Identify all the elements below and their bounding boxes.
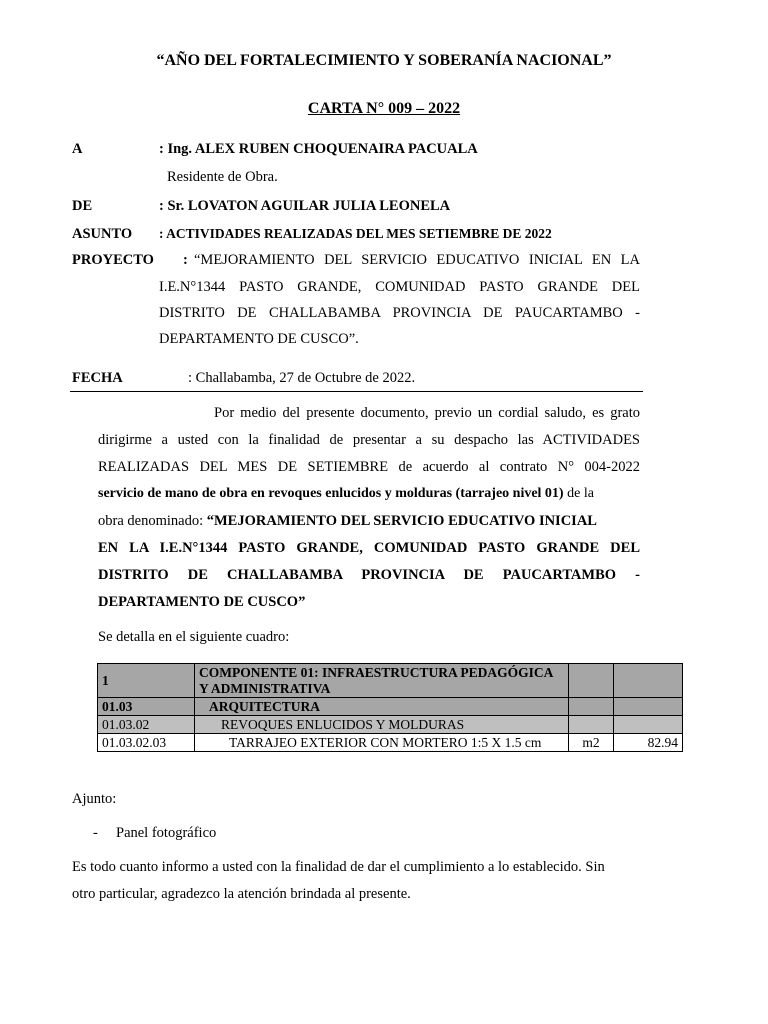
project-label: PROYECTO bbox=[72, 252, 154, 268]
from-label: DE bbox=[72, 198, 93, 214]
year-motto: “AÑO DEL FORTALECIMIENTO Y SOBERANÍA NACIONAL” bbox=[156, 52, 612, 69]
table-cell-code: 01.03.02.03 bbox=[98, 734, 195, 752]
subject-label: ASUNTO bbox=[72, 226, 133, 242]
body-line-5-bold: “MEJORAMIENTO DEL SERVICIO EDUCATIVO INICIAL bbox=[206, 513, 597, 529]
body-line-4-tail: de la bbox=[563, 486, 594, 501]
project-line-4: DEPARTAMENTO DE CUSCO”. bbox=[159, 331, 359, 347]
closing-line-1: Es todo cuanto informo a usted con la finalidad de dar el cumplimiento a lo establecido. Sin bbox=[72, 859, 605, 875]
body-line-1: Por medio del presente documento, previo un cordial saludo, es grato bbox=[214, 405, 640, 421]
table-cell-unit bbox=[569, 698, 614, 716]
attachment-bullet: - bbox=[93, 825, 98, 841]
table-cell-qty bbox=[614, 664, 683, 698]
table-cell-desc: COMPONENTE 01: INFRAESTRUCTURA PEDAGÓGICA Y ADMINISTRATIVA bbox=[195, 664, 569, 698]
project-line-2: I.E.N°1344 PASTO GRANDE, COMUNIDAD PASTO GRANDE DEL bbox=[159, 279, 640, 295]
table-cell-unit: m2 bbox=[569, 734, 614, 752]
detail-intro: Se detalla en el siguiente cuadro: bbox=[98, 629, 290, 645]
body-line-5-lead: obra denominado: bbox=[98, 513, 207, 529]
table-cell-desc: ARQUITECTURA bbox=[195, 698, 569, 716]
table-cell-unit bbox=[569, 716, 614, 734]
table-cell-qty: 82.94 bbox=[614, 734, 683, 752]
closing-line-2: otro particular, agradezco la atención brindada al presente. bbox=[72, 886, 411, 902]
activities-table bbox=[97, 663, 683, 752]
table-cell-desc: TARRAJEO EXTERIOR CON MORTERO 1:5 X 1.5 cm bbox=[195, 734, 569, 752]
subject-value: : ACTIVIDADES REALIZADAS DEL MES SETIEMBRE DE 2022 bbox=[159, 226, 552, 241]
table-cell-code: 1 bbox=[98, 664, 195, 698]
project-line-3: DISTRITO DE CHALLABAMBA PROVINCIA DE PAUCARTAMBO - bbox=[159, 305, 640, 321]
header-divider bbox=[70, 391, 643, 392]
body-line-5 bbox=[98, 513, 640, 530]
table-cell-desc: REVOQUES ENLUCIDOS Y MOLDURAS bbox=[195, 716, 569, 734]
body-line-3: REALIZADAS DEL MES DE SETIEMBRE de acuerdo al contrato N° 004-2022 bbox=[98, 459, 640, 475]
table-cell-qty bbox=[614, 716, 683, 734]
table-row bbox=[98, 664, 683, 698]
project-line-1: “MEJORAMIENTO DEL SERVICIO EDUCATIVO INICIAL EN LA bbox=[194, 252, 640, 268]
body-line-7: DISTRITO DE CHALLABAMBA PROVINCIA DE PAUCARTAMBO - bbox=[98, 567, 640, 583]
attachment-item: Panel fotográfico bbox=[116, 825, 217, 841]
body-line-6: EN LA I.E.N°1344 PASTO GRANDE, COMUNIDAD PASTO GRANDE DEL bbox=[98, 540, 640, 556]
from-name: : Sr. LOVATON AGUILAR JULIA LEONELA bbox=[159, 198, 451, 214]
to-role: Residente de Obra. bbox=[167, 169, 278, 185]
date-value: : Challabamba, 27 de Octubre de 2022. bbox=[188, 370, 416, 386]
table-cell-unit bbox=[569, 664, 614, 698]
table-cell-code: 01.03.02 bbox=[98, 716, 195, 734]
table-row bbox=[98, 734, 683, 752]
project-colon: : bbox=[183, 252, 188, 268]
table-cell-code: 01.03 bbox=[98, 698, 195, 716]
table-row bbox=[98, 698, 683, 716]
table-row bbox=[98, 716, 683, 734]
attachments-label: Ajunto: bbox=[72, 791, 117, 807]
body-line-4 bbox=[98, 486, 640, 502]
date-label: FECHA bbox=[72, 370, 123, 386]
body-line-2: dirigirme a usted con la finalidad de presentar a su despacho las ACTIVIDADES bbox=[98, 432, 640, 448]
table-cell-qty bbox=[614, 698, 683, 716]
letter-title: CARTA N° 009 – 2022 bbox=[307, 100, 461, 117]
contract-service: servicio de mano de obra en revoques enlucidos y molduras (tarrajeo nivel 01) bbox=[98, 486, 564, 501]
to-name: : Ing. ALEX RUBEN CHOQUENAIRA PACUALA bbox=[159, 141, 478, 157]
body-line-8: DEPARTAMENTO DE CUSCO” bbox=[98, 594, 306, 610]
to-label: A bbox=[72, 141, 83, 157]
